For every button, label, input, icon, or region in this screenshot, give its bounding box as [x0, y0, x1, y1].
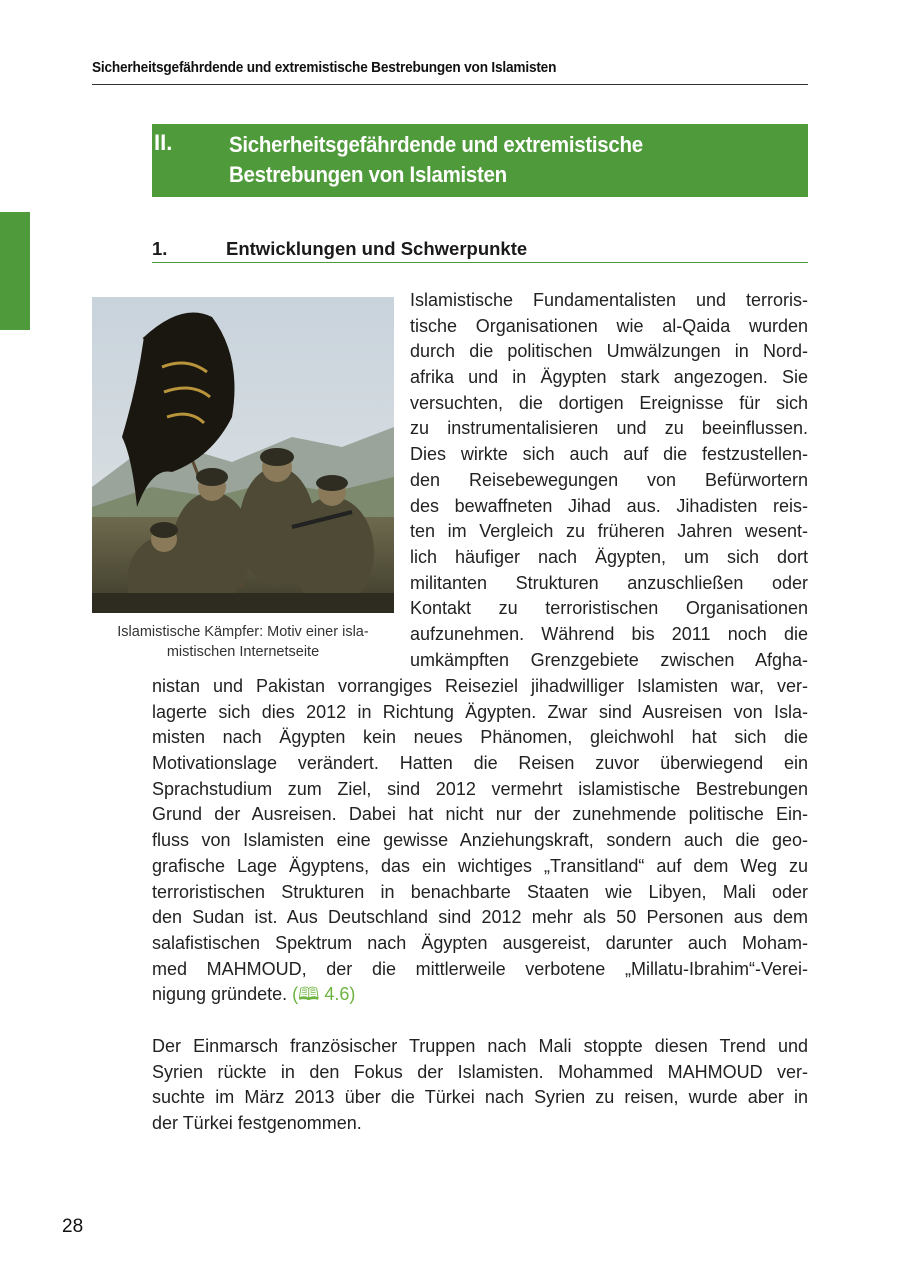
text-line: Der Einmarsch französischer Truppen nach Mali stoppte diesen Trend und — [152, 1036, 808, 1056]
text-line-content: nigung gründete. — [152, 984, 293, 1005]
text-line: med MAHMOUD, der die mittlerweile verbotene „Millatu-Ibrahim“-Verei- — [152, 958, 808, 979]
text-line: salafistischen Spektrum nach Ägypten ausgereist, darunter auch Moham- — [152, 932, 808, 953]
chapter-title-line1: Sicherheitsgefährdende und extremistische — [229, 132, 643, 157]
chapter-title-line2: Bestrebungen von Islamisten — [229, 162, 507, 187]
text-line: umkämpften Grenzgebiete zwischen Afgha- — [410, 649, 808, 670]
chapter-title — [229, 130, 643, 190]
text-line: des bewaffneten Jihad aus. Jihadisten reis- — [410, 495, 808, 516]
text-line: durch die politischen Umwälzungen in Nord- — [410, 341, 808, 362]
cross-reference-link[interactable]: (🕮 4.6) — [292, 984, 356, 1005]
text-line: fluss von Islamisten eine gewisse Anziehungskraft, sondern auch die geo- — [152, 830, 808, 851]
text-line: der Türkei festgenommen. — [152, 1113, 362, 1134]
chapter-number: II. — [154, 130, 173, 155]
text-line: zu instrumentalisieren und zu beeinflussen. — [410, 418, 808, 439]
text-line: tische Organisationen wie al-Qaida wurden — [410, 315, 808, 336]
text-line: den Sudan ist. Aus Deutschland sind 2012 mehr als 50 Personen aus dem — [152, 907, 808, 928]
section-title: Entwicklungen und Schwerpunkte — [226, 238, 528, 259]
fighters-photo — [92, 297, 394, 613]
text-line: ten im Vergleich zu früheren Jahren wesent- — [410, 521, 808, 542]
paragraph-2 — [152, 1034, 808, 1137]
caption-line: mistischen Internetseite — [166, 644, 320, 660]
text-line: Grund der Ausreisen. Dabei hat nicht nur der zunehmende politische Ein- — [152, 804, 808, 825]
section-divider — [152, 262, 808, 263]
text-line: misten nach Ägypten kein neues Phänomen, gleichwohl hat sich die — [152, 727, 808, 748]
chapter-heading-box — [152, 124, 808, 197]
running-header: Sicherheitsgefährdende und extremistische Bestrebungen von Islamisten — [92, 60, 557, 76]
text-line: lich häufiger nach Ägypten, um sich dort — [410, 546, 808, 567]
caption-line: Islamistische Kämpfer: Motiv einer isla- — [117, 624, 369, 640]
page-number: 28 — [62, 1216, 84, 1237]
text-line: Dies wirkte sich auch auf die festzustellen- — [410, 444, 808, 465]
header-divider — [92, 84, 808, 85]
text-line: Syrien rückte in den Fokus der Islamisten. Mohammed MAHMOUD ver- — [152, 1061, 808, 1082]
text-line: terroristischen Strukturen in benachbarte Staaten wie Libyen, Mali oder — [152, 881, 808, 902]
text-line: afrika und in Ägypten stark angezogen. Sie — [410, 367, 808, 388]
text-line: nistan und Pakistan vorrangiges Reiseziel jihadwilliger Islamisten war, ver- — [152, 676, 808, 696]
text-line: Islamistische Fundamentalisten und terroris- — [410, 290, 808, 310]
text-line: lagerte sich dies 2012 in Richtung Ägypten. Zwar sind Ausreisen von Isla- — [152, 701, 808, 722]
text-line — [152, 982, 808, 1008]
text-line: suchte im März 2013 über die Türkei nach Syrien zu reisen, wurde aber in — [152, 1087, 808, 1108]
text-line: Motivationslage verändert. Hatten die Reisen zuvor überwiegend ein — [152, 753, 808, 774]
photo-illustration — [92, 297, 394, 613]
text-line: Sprachstudium zum Ziel, sind 2012 vermehrt islamistische Bestrebungen — [152, 778, 808, 799]
text-line: versuchten, die dortigen Ereignisse für sich — [410, 392, 808, 413]
paragraph-1-wrapped — [410, 288, 808, 673]
text-line: militanten Strukturen anzuschließen oder — [410, 572, 808, 593]
text-line: aufzunehmen. Während bis 2011 noch die — [410, 623, 808, 644]
text-line: Kontakt zu terroristischen Organisationen — [410, 598, 808, 619]
text-line: grafische Lage Ägyptens, das ein wichtiges „Transitland“ auf dem Weg zu — [152, 855, 808, 876]
paragraph-1-full — [152, 674, 808, 1008]
text-line: den Reisebewegungen von Befürwortern — [410, 469, 808, 490]
section-number: 1. — [152, 238, 168, 259]
chapter-side-tab — [0, 212, 30, 330]
photo-caption — [88, 622, 398, 662]
